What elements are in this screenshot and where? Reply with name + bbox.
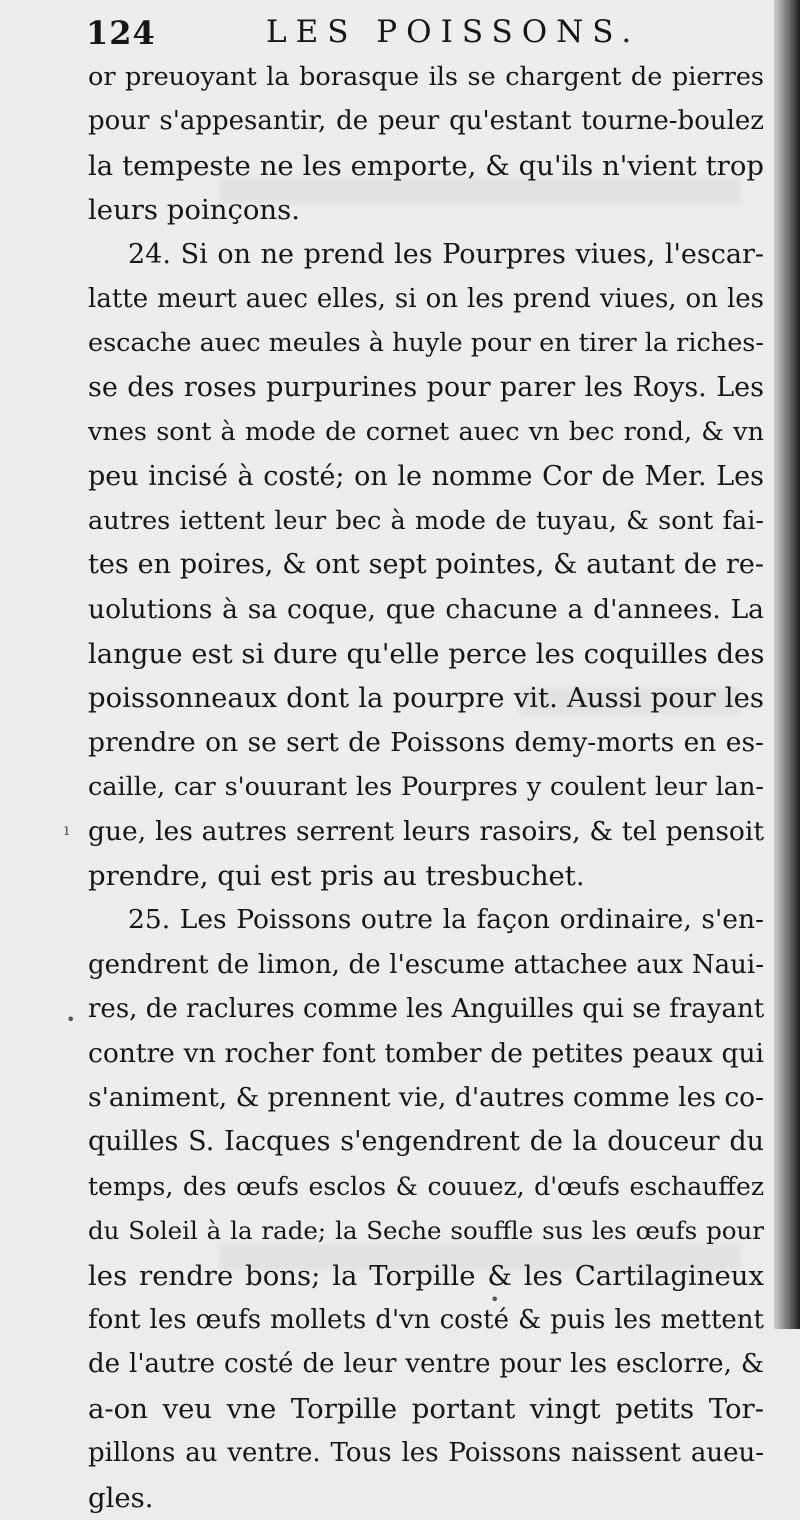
page-number: 124 xyxy=(86,14,156,52)
binding-shadow xyxy=(774,0,800,1329)
paragraph-25-start: 25. Les Poissons outre la façon ordinaire, s'en- xyxy=(128,904,764,936)
text-line: les rendre bons; la Torpille & les Cartilagineux xyxy=(88,1259,764,1292)
text-line: vnes sont à mode de cornet auec vn bec rond, & vn xyxy=(88,417,764,448)
text-line: gles. xyxy=(88,1481,154,1514)
text-line: prendre, qui est pris au tresbuchet. xyxy=(88,860,585,893)
text-line: pour s'appesantir, de peur qu'estant tourne-boulez xyxy=(88,106,764,137)
text-line: font les œufs mollets d'vn costé & puis les mettent xyxy=(88,1304,764,1335)
text-line: se des roses purpurines pour parer les Roys. Les xyxy=(88,371,764,403)
text-line: s'animent, & prennent vie, d'autres comme les co- xyxy=(88,1081,764,1113)
page-header xyxy=(86,14,726,54)
text-line: leurs poinçons. xyxy=(88,194,300,227)
text-line: poissonneaux dont la pourpre vit. Aussi pour les xyxy=(88,682,764,715)
text-line: contre vn rocher font tomber de petites peaux qui xyxy=(88,1037,764,1069)
text-line: langue est si dure qu'elle perce les coquilles des xyxy=(88,638,764,671)
text-line: a-on veu vne Torpille portant vingt petits Tor- xyxy=(88,1392,764,1425)
text-line: tes en poires, & ont sept pointes, & autant de re- xyxy=(88,549,764,581)
text-line: gendrent de limon, de l'escume attachee aux Naui- xyxy=(88,949,764,980)
margin-mark: ı xyxy=(64,820,70,839)
text-line: temps, des œufs esclos & couuez, d'œufs eschauffez xyxy=(88,1171,764,1201)
text-line: escache auec meules à huyle pour en tirer la riches- xyxy=(88,328,764,359)
text-line: de l'autre costé de leur ventre pour les esclorre, & xyxy=(88,1349,764,1380)
text-line: pillons au ventre. Tous les Poissons naissent aueu- xyxy=(88,1438,764,1469)
text-line: autres iettent leur bec à mode de tuyau, & sont fai- xyxy=(88,505,764,536)
ink-speck: • xyxy=(490,1290,500,1309)
text-line: prendre on se sert de Poissons demy-morts en es- xyxy=(88,726,764,758)
paragraph-24-start: 24. Si on ne prend les Pourpres viues, l'escar- xyxy=(128,238,764,270)
text-line: la tempeste ne les emporte, & qu'ils n'vient trop xyxy=(88,149,764,182)
text-line: caille, car s'ouurant les Pourpres y coulent leur lan- xyxy=(88,772,764,803)
text-line: gue, les autres serrent leurs rasoirs, & tel pensoit xyxy=(88,815,764,847)
running-title: LES POISSONS. xyxy=(266,14,641,50)
body-text xyxy=(88,55,764,1520)
text-line: res, de raclures comme les Anguilles qui se frayant xyxy=(88,994,764,1025)
text-line: latte meurt auec elles, si on les prend viues, on les xyxy=(88,283,764,314)
text-line: du Soleil à la rade; la Seche souffle sus les œufs pour xyxy=(88,1216,764,1246)
text-line: or preuoyant la borasque ils se chargent de pierres xyxy=(88,62,764,92)
text-line: peu incisé à costé; on le nomme Cor de Mer. Les xyxy=(88,460,764,492)
margin-mark: • xyxy=(66,1010,76,1029)
text-line: uolutions à sa coque, que chacune a d'annees. La xyxy=(88,593,764,625)
text-line: quilles S. Iacques s'engendrent de la douceur du xyxy=(88,1126,764,1158)
